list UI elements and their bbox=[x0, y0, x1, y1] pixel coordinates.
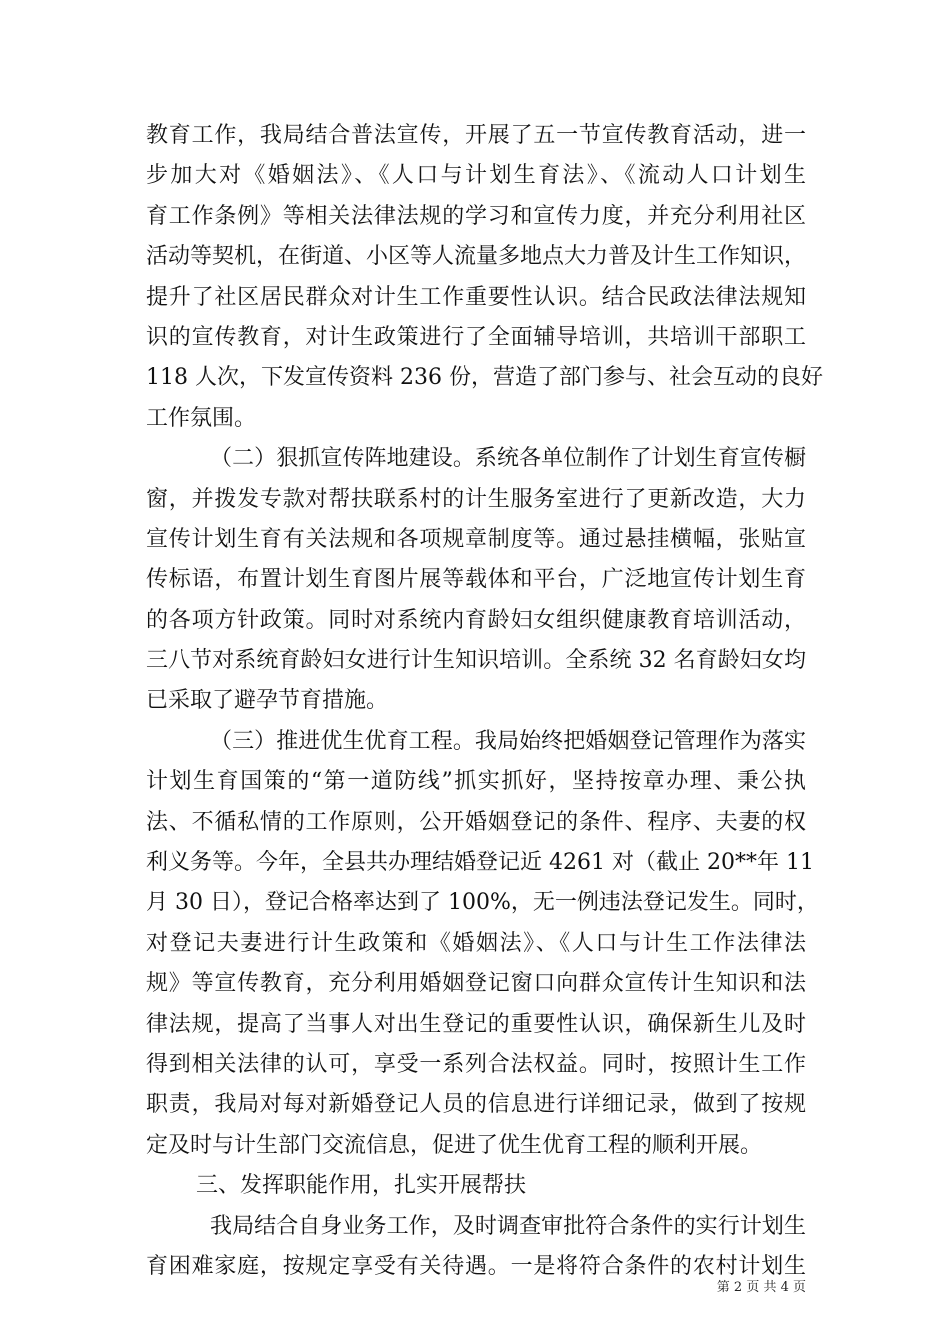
text-line: 对登记夫妻进行计生政策和《婚姻法》、《人口与计生工作法律法 bbox=[146, 930, 806, 956]
text-line: 计划生育国策的“第一道防线”抓实抓好，坚持按章办理、秉公执 bbox=[146, 769, 806, 795]
paragraph-heading-3: （三）推进优生优育工程。我局始终把婚姻登记管理作为落实 bbox=[210, 728, 806, 754]
text-line: 律法规，提高了当事人对出生登记的重要性认识，确保新生儿及时 bbox=[146, 1011, 806, 1037]
text-line: 我局结合自身业务工作，及时调查审批符合条件的实行计划生 bbox=[210, 1213, 806, 1239]
text-line: 育困难家庭，按规定享受有关待遇。一是将符合条件的农村计划生 bbox=[146, 1253, 806, 1279]
document-body bbox=[146, 116, 823, 1287]
text-line: 规》等宣传教育，充分利用婚姻登记窗口向群众宣传计生知识和法 bbox=[146, 971, 806, 997]
text-line: 定及时与计生部门交流信息，促进了优生优育工程的顺利开展。 bbox=[146, 1132, 763, 1158]
text-line: 窗，并拨发专款对帮扶联系村的计生服务室进行了更新改造，大力 bbox=[146, 486, 806, 512]
text-line: 活动等契机，在街道、小区等人流量多地点大力普及计生工作知识， bbox=[146, 244, 807, 270]
text-line: 工作氛围。 bbox=[146, 405, 257, 431]
text-line: 法、不循私情的工作原则，公开婚姻登记的条件、程序、夫妻的权 bbox=[146, 809, 806, 835]
paragraph-heading-2: （二）狠抓宣传阵地建设。系统各单位制作了计划生育宣传橱 bbox=[210, 446, 806, 472]
text-line: 步加大对《婚姻法》、《人口与计划生育法》、《流动人口计划生 bbox=[146, 163, 806, 189]
text-line: 三八节对系统育龄妇女进行计生知识培训。全系统 32 名育龄妇女均 bbox=[146, 648, 806, 674]
text-line: 育工作条例》等相关法律法规的学习和宣传力度，并充分利用社区 bbox=[146, 203, 806, 229]
text-line: 识的宣传教育，对计生政策进行了全面辅导培训，共培训干部职工 bbox=[146, 324, 806, 350]
text-line: 的各项方针政策。同时对系统内育龄妇女组织健康教育培训活动， bbox=[146, 607, 806, 633]
text-line: 得到相关法律的认可，享受一系列合法权益。同时，按照计生工作 bbox=[146, 1051, 806, 1077]
page-number: 第 2 页 共 4 页 bbox=[716, 1280, 806, 1295]
text-line: 已采取了避孕节育措施。 bbox=[146, 688, 389, 714]
text-line: 月 30 日），登记合格率达到了 100%，无一例违法登记发生。同时， bbox=[146, 890, 819, 916]
text-line: 利义务等。今年，全县共办理结婚登记近 4261 对（截止 20**年 11 bbox=[146, 850, 814, 876]
section-heading: 三、发挥职能作用，扎实开展帮扶 bbox=[196, 1173, 527, 1199]
text-line: 职责，我局对每对新婚登记人员的信息进行详细记录，做到了按规 bbox=[146, 1092, 806, 1118]
text-line: 118 人次，下发宣传资料 236 份，营造了部门参与、社会互动的良好 bbox=[146, 365, 823, 391]
text-line: 教育工作，我局结合普法宣传，开展了五一节宣传教育活动，进一 bbox=[146, 123, 806, 148]
text-line: 提升了社区居民群众对计生工作重要性认识。结合民政法律法规知 bbox=[146, 284, 806, 310]
text-line: 宣传计划生育有关法规和各项规章制度等。通过悬挂横幅，张贴宣 bbox=[146, 526, 806, 552]
text-line: 传标语，布置计划生育图片展等载体和平台，广泛地宣传计划生育 bbox=[146, 567, 806, 593]
